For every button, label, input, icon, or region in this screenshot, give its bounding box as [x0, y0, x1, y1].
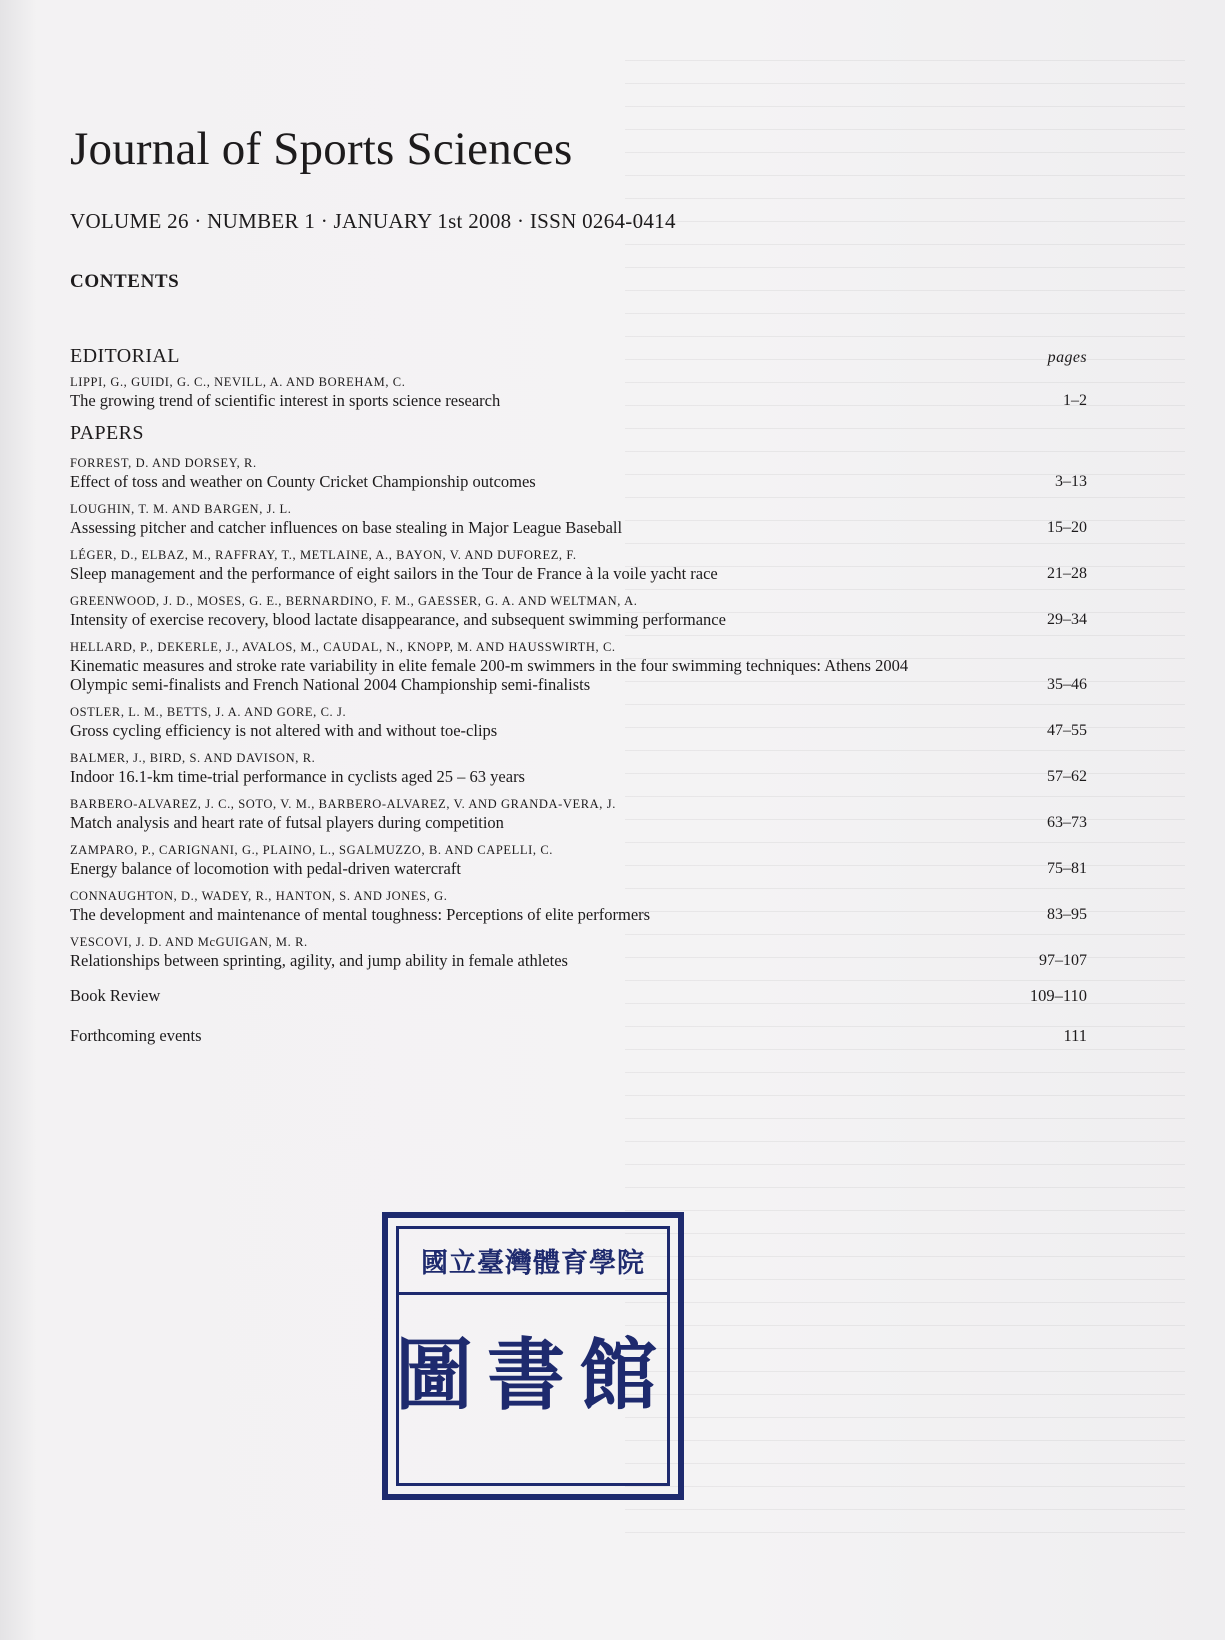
stamp-institution-text: 國立臺灣體育學院	[421, 1248, 645, 1279]
pages-column-label: pages	[1047, 349, 1087, 366]
events-row	[70, 1026, 1087, 1046]
entry-authors: ZAMPARO, P., CARIGNANI, G., PLAINO, L., SGALMUZZO, B. AND CAPELLI, C.	[70, 843, 553, 857]
entry-authors: CONNAUGHTON, D., WADEY, R., HANTON, S. AND JONES, G.	[70, 889, 448, 903]
library-stamp	[382, 1212, 684, 1500]
paper-entry	[70, 842, 1087, 878]
entry-authors: LOUGHIN, T. M. AND BARGEN, J. L.	[70, 502, 292, 516]
entry-pages: 15–20	[1047, 519, 1087, 536]
paper-entry	[70, 593, 1087, 629]
book-review-label: Book Review	[70, 986, 161, 1005]
entry-title: Relationships between sprinting, agility, and jump ability in female athletes	[70, 951, 568, 970]
entry-pages: 47–55	[1047, 722, 1087, 739]
paper-entry	[70, 888, 1087, 924]
entry-pages: 75–81	[1047, 860, 1087, 877]
paper-entry	[70, 934, 1087, 970]
paper-entry	[70, 547, 1087, 583]
entry-authors: BALMER, J., BIRD, S. AND DAVISON, R.	[70, 751, 316, 765]
entry-title: Effect of toss and weather on County Cricket Championship outcomes	[70, 472, 536, 491]
entry-title: Match analysis and heart rate of futsal players during competition	[70, 813, 504, 832]
entry-title: Energy balance of locomotion with pedal-driven watercraft	[70, 859, 461, 878]
journal-title: Journal of Sports Sciences	[70, 123, 573, 175]
entry-pages: 83–95	[1047, 906, 1087, 923]
entry-pages: 97–107	[1039, 952, 1087, 969]
entry-authors: GREENWOOD, J. D., MOSES, G. E., BERNARDINO, F. M., GAESSER, G. A. AND WELTMAN, A.	[70, 594, 638, 608]
events-label: Forthcoming events	[70, 1026, 202, 1045]
entry-pages: 63–73	[1047, 814, 1087, 831]
editorial-heading: EDITORIAL	[70, 345, 180, 367]
entry-title: Sleep management and the performance of eight sailors in the Tour de France à la voile yacht race	[70, 564, 718, 583]
entry-authors: HELLARD, P., DEKERLE, J., AVALOS, M., CAUDAL, N., KNOPP, M. AND HAUSSWIRTH, C.	[70, 640, 616, 654]
entry-title: Indoor 16.1-km time-trial performance in cyclists aged 25 – 63 years	[70, 767, 525, 786]
editorial-entry	[70, 374, 1087, 410]
entry-pages: 21–28	[1047, 565, 1087, 582]
entry-title: Gross cycling efficiency is not altered with and without toe-clips	[70, 721, 498, 740]
issue-line: VOLUME 26 · NUMBER 1 · JANUARY 1st 2008 · ISSN 0264-0414	[70, 209, 676, 233]
paper-entry	[70, 639, 1087, 694]
entry-authors: LIPPI, G., GUIDI, G. C., NEVILL, A. AND BOREHAM, C.	[70, 375, 406, 389]
entry-title: Kinematic measures and stroke rate variability in elite female 200-m swimmers in the four swimming techniques: Athens 2004 Olympic semi-finalists and French National 2004 Championship semi-finalists	[70, 656, 909, 694]
entry-pages: 1–2	[1063, 392, 1087, 409]
entry-authors: OSTLER, L. M., BETTS, J. A. AND GORE, C. J.	[70, 705, 347, 719]
entry-authors: BARBERO-ALVAREZ, J. C., SOTO, V. M., BARBERO-ALVAREZ, V. AND GRANDA-VERA, J.	[70, 797, 616, 811]
paper-entry	[70, 750, 1087, 786]
stamp-inner-frame	[396, 1226, 670, 1486]
editorial-section-header	[70, 345, 1087, 368]
entry-authors: FORREST, D. AND DORSEY, R.	[70, 456, 257, 470]
paper-entry	[70, 455, 1087, 491]
entry-authors: VESCOVI, J. D. AND McGUIGAN, M. R.	[70, 935, 308, 949]
contents-heading: CONTENTS	[70, 271, 180, 292]
book-review-pages: 109–110	[1029, 986, 1087, 1005]
entry-title: The development and maintenance of mental toughness: Perceptions of elite performers	[70, 905, 651, 924]
table-of-contents	[70, 345, 1087, 1046]
events-pages: 111	[1063, 1026, 1087, 1045]
book-review-row	[70, 986, 1087, 1006]
entry-title: Intensity of exercise recovery, blood lactate disappearance, and subsequent swimming performance	[70, 610, 726, 629]
entry-pages: 57–62	[1047, 768, 1087, 785]
entry-pages: 35–46	[1047, 676, 1087, 693]
papers-heading	[70, 422, 1087, 445]
entry-pages: 29–34	[1047, 611, 1087, 628]
papers-heading-text: PAPERS	[70, 422, 144, 444]
stamp-divider	[399, 1292, 667, 1295]
entry-title: Assessing pitcher and catcher influences on base stealing in Major League Baseball	[70, 518, 623, 537]
entry-title: The growing trend of scientific interest in sports science research	[70, 391, 501, 410]
papers-list	[70, 455, 1087, 970]
paper-entry	[70, 796, 1087, 832]
paper-entry	[70, 704, 1087, 740]
entry-pages: 3–13	[1055, 473, 1087, 490]
stamp-library-text: 圖書館	[395, 1331, 672, 1421]
entry-authors: LÉGER, D., ELBAZ, M., RAFFRAY, T., METLAINE, A., BAYON, V. AND DUFOREZ, F.	[70, 548, 577, 562]
paper-entry	[70, 501, 1087, 537]
